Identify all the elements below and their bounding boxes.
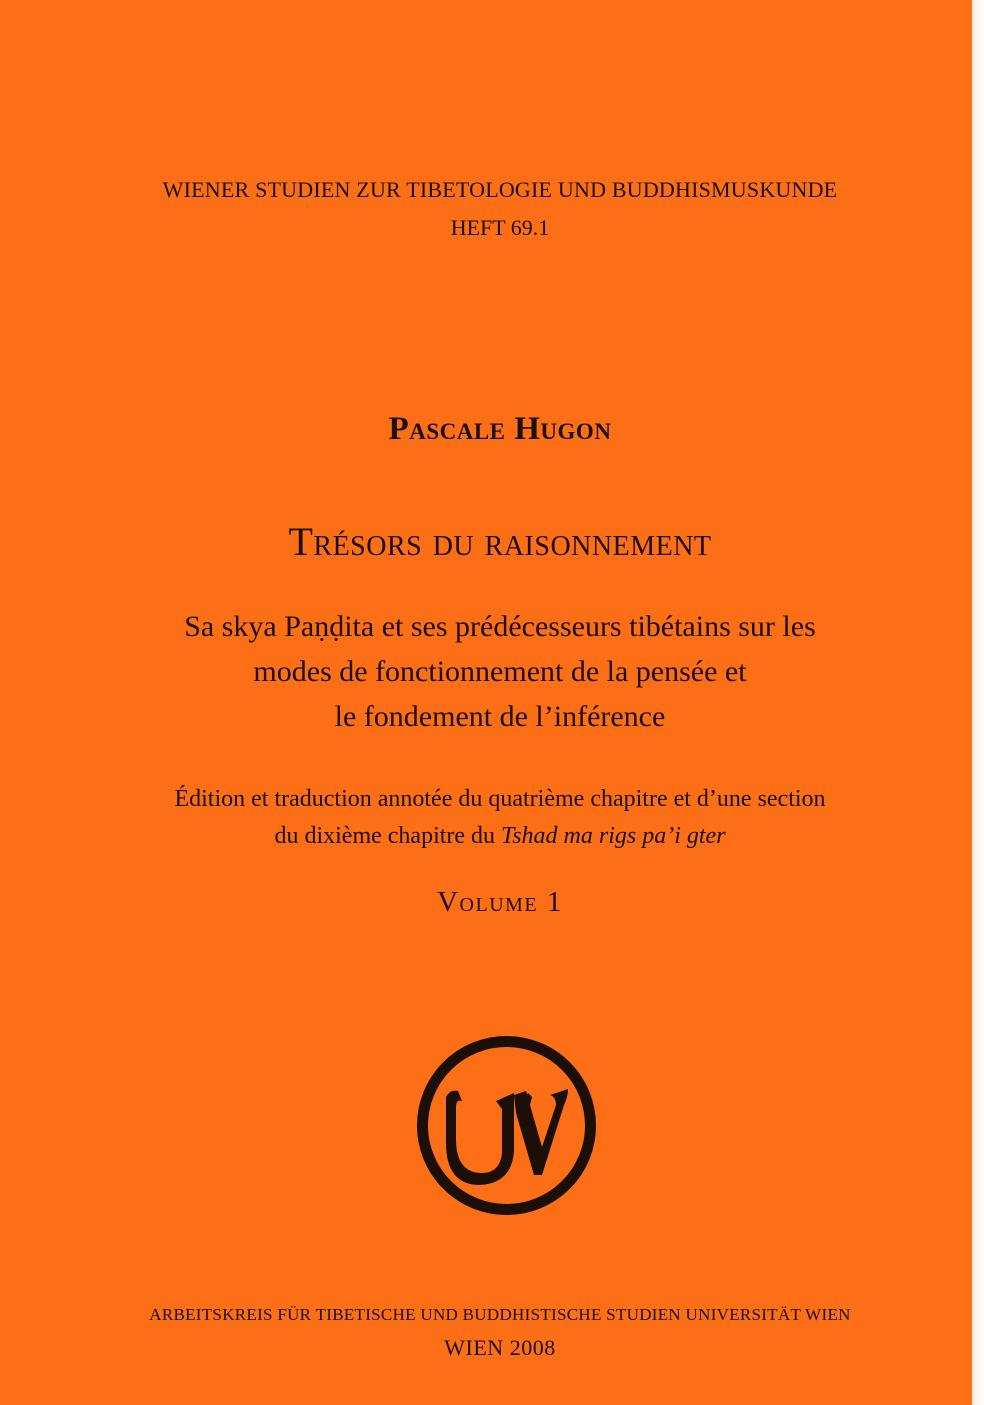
edition-line-1: Édition et traduction annotée du quatrième chapitre et d’une section xyxy=(174,786,826,812)
page-edge xyxy=(972,0,984,1405)
publisher-name: ARBEITSKREIS FÜR TIBETISCHE UND BUDDHISTISCHE STUDIEN UNIVERSITÄT WIEN xyxy=(149,1305,851,1324)
publication-place-year: WIEN 2008 xyxy=(444,1335,556,1360)
book-title: Trésors du raisonnement xyxy=(288,519,712,564)
series-title: WIENER STUDIEN ZUR TIBETOLOGIE UND BUDDHISMUSKUNDE xyxy=(162,177,838,202)
work-title: Tshad ma rigs pa’i gter xyxy=(501,823,726,849)
subtitle-line-3: le fondement de l’inférence xyxy=(334,700,666,733)
author-name: Pascale Hugon xyxy=(388,411,612,447)
tibetan-om-seal-icon xyxy=(416,1035,597,1216)
edition-line-2-prefix: du dixième chapitre du xyxy=(274,823,502,849)
series-issue: HEFT 69.1 xyxy=(450,215,550,240)
subtitle-line-2: modes de fonctionnement de la pensée et xyxy=(253,655,747,688)
subtitle-line-1: Sa skya Paṇḍita et ses prédécesseurs tibétains sur les xyxy=(184,610,816,643)
edition-line-2 xyxy=(0,823,984,850)
volume-label: Volume 1 xyxy=(437,886,563,918)
